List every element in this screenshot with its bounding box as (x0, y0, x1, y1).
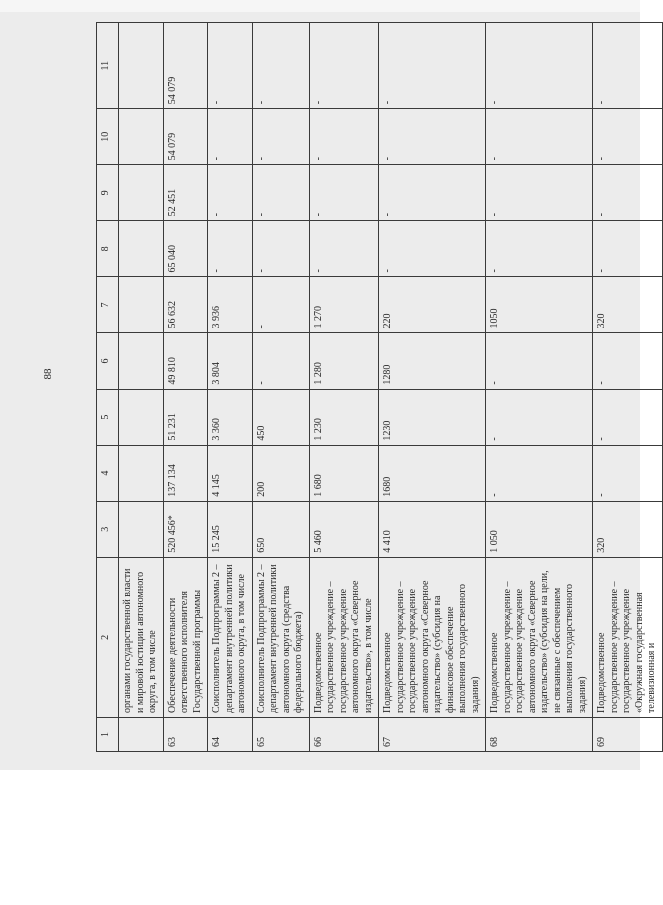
row-number-cell: 65 (252, 717, 309, 751)
row-number-cell: 66 (309, 717, 379, 751)
col-header: 7 (97, 277, 119, 333)
col-header: 10 (97, 109, 119, 165)
value-cell: 54 079 (163, 23, 208, 109)
value-cell: 1230 (379, 389, 486, 445)
value-cell: - (486, 23, 593, 109)
value-cell: - (309, 221, 379, 277)
value-cell: - (252, 23, 309, 109)
row-name-cell: Обеспечение деятельности ответственного исполнителя Государственной программы (163, 557, 208, 717)
value-cell: - (593, 23, 663, 109)
col-header: 8 (97, 221, 119, 277)
row-name-cell: Подведомственное государственное учреждение – государственное учреждение «Окружная государственная телевизионная и (593, 557, 663, 717)
table-row (252, 23, 309, 752)
value-cell: 1 270 (309, 277, 379, 333)
value-cell: 3 804 (208, 333, 253, 389)
value-cell: - (593, 445, 663, 501)
value-cell (119, 165, 164, 221)
value-cell (119, 109, 164, 165)
col-header: 6 (97, 333, 119, 389)
value-cell (119, 445, 164, 501)
value-cell: - (379, 109, 486, 165)
row-number-cell: 68 (486, 717, 593, 751)
col-header: 9 (97, 165, 119, 221)
value-cell: 49 810 (163, 333, 208, 389)
col-header: 1 (97, 717, 119, 751)
value-cell: - (309, 165, 379, 221)
value-cell: 200 (252, 445, 309, 501)
col-header: 5 (97, 389, 119, 445)
page-edge (0, 0, 640, 12)
row-number-cell: 67 (379, 717, 486, 751)
col-header: 2 (97, 557, 119, 717)
value-cell: 3 360 (208, 389, 253, 445)
value-cell: 1680 (379, 445, 486, 501)
page-number: 88 (42, 368, 54, 380)
table-row (593, 23, 663, 752)
value-cell: 5 460 (309, 501, 379, 557)
value-cell: - (486, 389, 593, 445)
col-header: 4 (97, 445, 119, 501)
value-cell: - (379, 23, 486, 109)
value-cell: 4 145 (208, 445, 253, 501)
value-cell: - (252, 109, 309, 165)
value-cell: 56 632 (163, 277, 208, 333)
value-cell: - (593, 389, 663, 445)
value-cell: 650 (252, 501, 309, 557)
value-cell (119, 221, 164, 277)
value-cell: - (252, 221, 309, 277)
value-cell: 65 040 (163, 221, 208, 277)
value-cell: - (309, 23, 379, 109)
value-cell: - (593, 109, 663, 165)
value-cell: - (593, 221, 663, 277)
budget-table (96, 22, 663, 752)
table-body (119, 23, 663, 752)
value-cell: 1 050 (486, 501, 593, 557)
value-cell: 1 680 (309, 445, 379, 501)
value-cell: 52 451 (163, 165, 208, 221)
value-cell: 3 936 (208, 277, 253, 333)
value-cell: - (486, 165, 593, 221)
table-row (379, 23, 486, 752)
value-cell: - (379, 221, 486, 277)
rotated-table-wrapper (96, 22, 657, 752)
value-cell: 1050 (486, 277, 593, 333)
value-cell: 320 (593, 277, 663, 333)
value-cell: 15 245 (208, 501, 253, 557)
table-row (119, 23, 164, 752)
row-name-cell: Подведомственное государственное учреждение – государственное учреждение автономного округа «Северное издательство», в том числе (309, 557, 379, 717)
row-name-cell: Соисполнитель Подпрограммы 2 – департамент внутренней политики автономного округа, в том числе (208, 557, 253, 717)
value-cell: - (208, 165, 253, 221)
table-area (96, 22, 657, 752)
value-cell: - (309, 109, 379, 165)
value-cell (119, 277, 164, 333)
table-row (208, 23, 253, 752)
header-row (97, 23, 119, 752)
row-number-cell: 69 (593, 717, 663, 751)
value-cell: 320 (593, 501, 663, 557)
value-cell: - (252, 333, 309, 389)
row-number-cell: 64 (208, 717, 253, 751)
value-cell: - (486, 109, 593, 165)
value-cell: - (486, 221, 593, 277)
value-cell: - (252, 277, 309, 333)
value-cell (119, 23, 164, 109)
table-row (309, 23, 379, 752)
value-cell: 54 079 (163, 109, 208, 165)
value-cell: 51 231 (163, 389, 208, 445)
row-name-cell: Подведомственное государственное учреждение – государственное учреждение автономного округа «Северное издательство» (субсидия на финансовое обеспечение выполнения государственного задания) (379, 557, 486, 717)
value-cell: - (252, 165, 309, 221)
row-number-cell: 63 (163, 717, 208, 751)
table-row (486, 23, 593, 752)
value-cell: - (593, 333, 663, 389)
value-cell (119, 333, 164, 389)
value-cell: - (379, 165, 486, 221)
row-name-cell: Подведомственное государственное учреждение – государственное учреждение автономного округа «Северное издательство» (субсидия на цели, не связанные с обеспечением выполнения государственного задания) (486, 557, 593, 717)
value-cell: - (486, 333, 593, 389)
col-header: 3 (97, 501, 119, 557)
value-cell: 1 230 (309, 389, 379, 445)
value-cell (119, 389, 164, 445)
value-cell: 4 410 (379, 501, 486, 557)
col-header: 11 (97, 23, 119, 109)
value-cell (119, 501, 164, 557)
value-cell: 1280 (379, 333, 486, 389)
value-cell: - (208, 109, 253, 165)
value-cell: - (486, 445, 593, 501)
row-name-cell: органами государственной власти и мировой юстиции автономного округа, в том числе (119, 557, 164, 717)
value-cell: - (208, 221, 253, 277)
value-cell: 450 (252, 389, 309, 445)
value-cell: 220 (379, 277, 486, 333)
value-cell: 137 134 (163, 445, 208, 501)
row-name-cell: Соисполнитель Подпрограммы 2 – департамент внутренней политики автономного округа (средства федерального бюджета) (252, 557, 309, 717)
value-cell: - (208, 23, 253, 109)
table-row (163, 23, 208, 752)
value-cell: 520 456* (163, 501, 208, 557)
row-number-cell (119, 717, 164, 751)
value-cell: 1 280 (309, 333, 379, 389)
value-cell: - (593, 165, 663, 221)
